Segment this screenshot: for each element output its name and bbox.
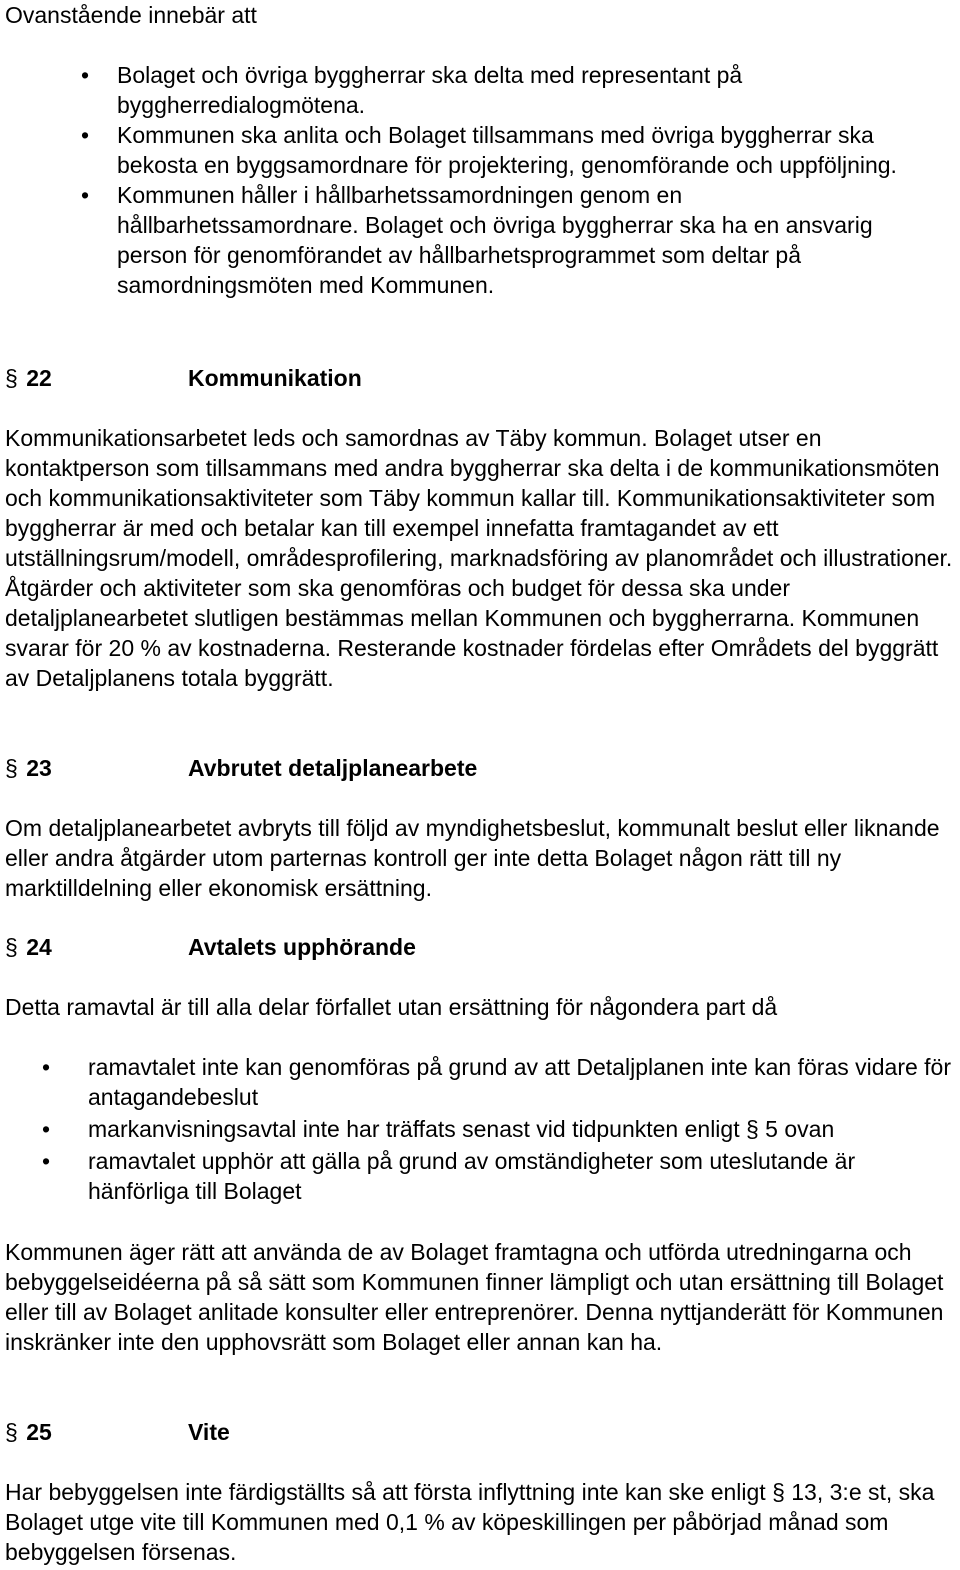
section-sign: § xyxy=(5,365,18,391)
section-number: 25 xyxy=(26,1419,52,1445)
intro-text: Ovanstående innebär att xyxy=(5,2,257,28)
section-sign: § xyxy=(5,755,18,781)
bullet-icon: • xyxy=(41,1116,51,1142)
section-sign: § xyxy=(5,1419,18,1445)
section-24-text-after: Kommunen äger rätt att använda de av Bolaget framtagna och utförda utredningarna och bebyggelseidéerna på så sätt som Kommunen finner lämpligt och utan ersättning till Bolaget eller till av Bolaget anlitade konsulter eller entreprenörer. Denna nyttjanderätt för Kommunen inskränker inte den upphovsrätt som Bolaget eller annan kan ha. xyxy=(5,1239,944,1355)
section-title: Vite xyxy=(188,1419,230,1445)
list-item xyxy=(0,1052,958,1112)
list-item xyxy=(0,60,907,120)
bullet-list-coordination xyxy=(0,60,960,300)
bullet-icon: • xyxy=(41,1148,51,1174)
section-heading-22 xyxy=(5,363,362,393)
bullet-list-termination xyxy=(0,1052,960,1208)
list-item-text: ramavtalet upphör att gälla på grund av omständigheter som uteslutande är hänförliga till Bolaget xyxy=(88,1148,856,1204)
section-title: Avtalets upphörande xyxy=(188,934,416,960)
list-item xyxy=(0,1114,958,1144)
list-item-text: Bolaget och övriga byggherrar ska delta med representant på byggherredialogmötena. xyxy=(117,62,743,118)
section-22-text: Kommunikationsarbetet leds och samordnas av Täby kommun. Bolaget utser en kontaktperson som tillsammans med andra byggherrar ska delta i de kommunikationsmöten och kommunikationsaktiviteter som Täby kommun kallar till. Kommunikationsaktiviteter som byggherrar är med och betalar kan till exempel innefatta framtagandet av ett utställningsrum/modell, områdesprofilering, marknadsföring av planområdet och illustrationer. Åtgärder och aktiviteter som ska genomföras och budget för dessa ska under detaljplanearbetet slutligen bestämmas mellan Kommunen och byggherrarna. Kommunen svarar för 20 % av kostnaderna. Resterande kostnader fördelas efter Områdets del byggrätt av Detaljplanens totala byggrätt. xyxy=(5,425,953,691)
section-number: 24 xyxy=(26,934,52,960)
list-item-text: ramavtalet inte kan genomföras på grund av att Detaljplanen inte kan föras vidare för antagandebeslut xyxy=(88,1054,951,1110)
section-heading-25 xyxy=(5,1417,230,1447)
section-24-text: Detta ramavtal är till alla delar förfallet utan ersättning för någondera part då xyxy=(5,994,778,1020)
section-title: Kommunikation xyxy=(188,365,362,391)
section-25-text: Har bebyggelsen inte färdigställts så att första inflyttning inte kan ske enligt § 13, 3:e st, ska Bolaget utge vite till Kommunen med 0,1 % av köpeskillingen per påbörjad månad som bebyggelsen försenas. xyxy=(5,1479,935,1565)
list-item xyxy=(0,1146,958,1206)
section-number: 23 xyxy=(26,755,52,781)
list-item-text: markanvisningsavtal inte har träffats senast vid tidpunkten enligt § 5 ovan xyxy=(88,1116,835,1142)
bullet-icon: • xyxy=(80,122,90,148)
section-number: 22 xyxy=(26,365,52,391)
bullet-icon: • xyxy=(41,1054,51,1080)
section-sign: § xyxy=(5,934,18,960)
section-23-text: Om detaljplanearbetet avbryts till följd av myndighetsbeslut, kommunalt beslut eller liknande eller andra åtgärder utom parternas kontroll ger inte detta Bolaget någon rätt till ny marktilldelning eller ekonomisk ersättning. xyxy=(5,815,940,901)
section-title: Avbrutet detaljplanearbete xyxy=(188,755,478,781)
list-item xyxy=(0,180,907,300)
bullet-icon: • xyxy=(80,182,90,208)
list-item xyxy=(0,120,907,180)
section-heading-24 xyxy=(5,932,416,962)
section-heading-23 xyxy=(5,753,477,783)
bullet-icon: • xyxy=(80,62,90,88)
list-item-text: Kommunen håller i hållbarhetssamordningen genom en hållbarhetssamordnare. Bolaget och övriga byggherrar ska ha en ansvarig person för genomförandet av hållbarhetsprogrammet som deltar på samordningsmöten med Kommunen. xyxy=(117,182,873,298)
list-item-text: Kommunen ska anlita och Bolaget tillsammans med övriga byggherrar ska bekosta en byggsamordnare för projektering, genomförande och uppföljning. xyxy=(117,122,897,178)
